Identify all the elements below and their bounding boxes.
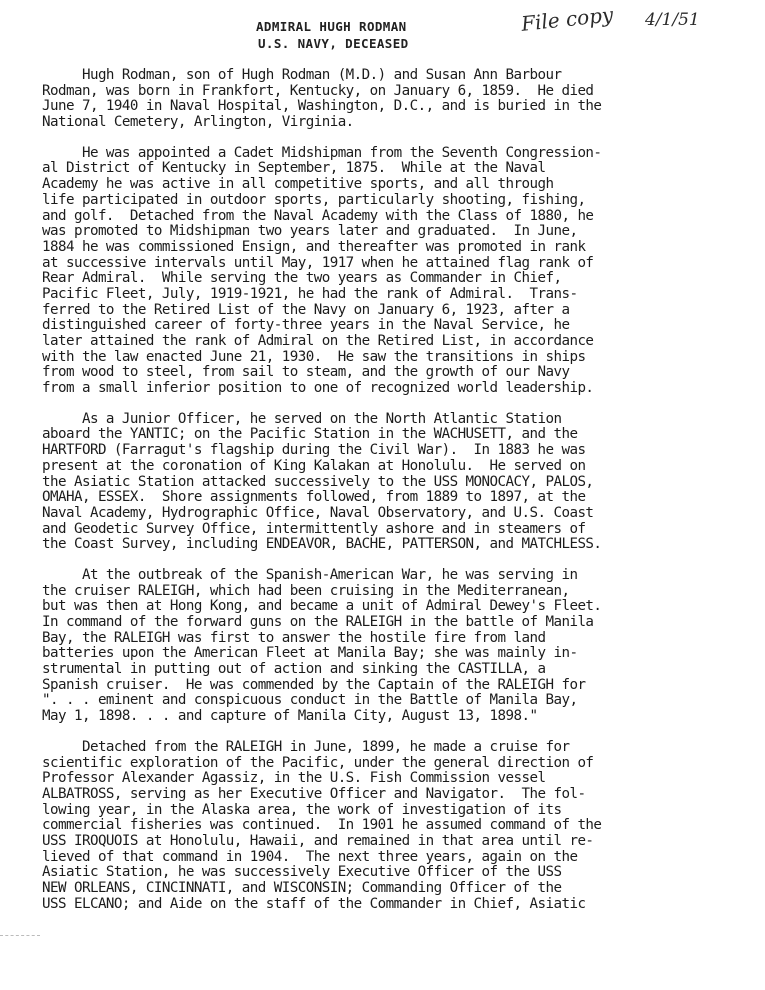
text-line: USS IROQUOIS at Honolulu, Hawaii, and remained in that area until re-: [42, 832, 594, 849]
text-line: batteries upon the American Fleet at Manila Bay; she was mainly in-: [42, 645, 578, 662]
text-line: At the outbreak of the Spanish-American War, he was serving in: [42, 566, 578, 583]
text-line: lieved of that command in 1904. The next three years, again on the: [42, 848, 578, 865]
text-line: strumental in putting out of action and sinking the CASTILLA, a: [42, 661, 546, 678]
text-line: As a Junior Officer, he served on the North Atlantic Station: [42, 410, 562, 427]
text-line: He was appointed a Cadet Midshipman from the Seventh Congression-: [42, 144, 602, 161]
text-line: aboard the YANTIC; on the Pacific Station in the WACHUSETT, and the: [42, 426, 578, 443]
handwritten-annotation: File copy: [520, 2, 615, 36]
text-line: and golf. Detached from the Naval Academy with the Class of 1880, he: [42, 207, 594, 224]
text-line: Professor Alexander Agassiz, in the U.S. Fish Commission vessel: [42, 770, 546, 787]
text-line: scientific exploration of the Pacific, under the general direction of: [42, 754, 594, 771]
text-line: HARTFORD (Farragut's flagship during the Civil War). In 1883 he was: [42, 442, 586, 459]
paragraph: [42, 740, 682, 913]
handwritten-date: 4/1/51: [645, 10, 700, 30]
text-line: May 1, 1898. . . and capture of Manila City, August 13, 1898.": [42, 708, 538, 725]
text-line: Pacific Fleet, July, 1919-1921, he had the rank of Admiral. Trans-: [42, 285, 578, 302]
text-line: the Asiatic Station attacked successively to the USS MONOCACY, PALOS,: [42, 473, 594, 490]
text-line: Hugh Rodman, son of Hugh Rodman (M.D.) and Susan Ann Barbour: [42, 67, 562, 83]
text-line: 1884 he was commissioned Ensign, and thereafter was promoted in rank: [42, 238, 586, 255]
text-line: from a small inferior position to one of recognized world leadership.: [42, 380, 594, 397]
text-line: June 7, 1940 in Naval Hospital, Washington, D.C., and is buried in the: [42, 98, 602, 115]
paragraph: [42, 568, 682, 725]
text-line: present at the coronation of King Kalakan at Honolulu. He served on: [42, 457, 586, 474]
text-line: Detached from the RALEIGH in June, 1899, he made a cruise for: [42, 738, 570, 755]
text-line: Rodman, was born in Frankfort, Kentucky, on January 6, 1859. He died: [42, 82, 594, 99]
text-line: later attained the rank of Admiral on the Retired List, in accordance: [42, 333, 594, 349]
text-line: National Cemetery, Arlington, Virginia.: [42, 114, 354, 131]
text-line: In command of the forward guns on the RALEIGH in the battle of Manila: [42, 614, 594, 630]
paragraph: [42, 146, 682, 397]
text-line: ALBATROSS, serving as her Executive Officer and Navigator. The fol-: [42, 785, 586, 802]
text-line: with the law enacted June 21, 1930. He saw the transitions in ships: [42, 348, 586, 365]
text-line: Asiatic Station, he was successively Executive Officer of the USS: [42, 864, 562, 881]
text-line: lowing year, in the Alaska area, the work of investigation of its: [42, 801, 562, 818]
text-line: distinguished career of forty-three years in the Naval Service, he: [42, 317, 570, 334]
paragraph: [42, 68, 682, 131]
text-line: Naval Academy, Hydrographic Office, Naval Observatory, and U.S. Coast: [42, 504, 594, 521]
text-line: Rear Admiral. While serving the two years as Commander in Chief,: [42, 270, 562, 287]
text-line: ". . . eminent and conspicuous conduct in the Battle of Manila Bay,: [42, 692, 578, 709]
text-line: ferred to the Retired List of the Navy on January 6, 1923, after a: [42, 301, 570, 318]
scan-edge-mark: [0, 935, 40, 937]
text-line: Academy he was active in all competitive sports, and all through: [42, 176, 554, 193]
paragraph: [42, 412, 682, 553]
text-line: commercial fisheries was continued. In 1901 he assumed command of the: [42, 817, 602, 834]
text-line: Bay, the RALEIGH was first to answer the hostile fire from land: [42, 629, 546, 646]
text-line: from wood to steel, from sail to steam, and the growth of our Navy: [42, 364, 570, 381]
text-line: and Geodetic Survey Office, intermittently ashore and in steamers of: [42, 520, 586, 537]
text-line: al District of Kentucky in September, 1875. While at the Naval: [42, 160, 546, 177]
text-line: but was then at Hong Kong, and became a unit of Admiral Dewey's Fleet.: [42, 598, 602, 615]
text-line: was promoted to Midshipman two years later and graduated. In June,: [42, 223, 578, 240]
document-title: [256, 18, 456, 52]
text-line: the Coast Survey, including ENDEAVOR, BACHE, PATTERSON, and MATCHLESS.: [42, 536, 602, 553]
text-line: Spanish cruiser. He was commended by the Captain of the RALEIGH for: [42, 676, 586, 693]
title-name: ADMIRAL HUGH RODMAN: [256, 19, 407, 34]
text-line: the cruiser RALEIGH, which had been cruising in the Mediterranean,: [42, 582, 570, 599]
text-line: OMAHA, ESSEX. Shore assignments followed, from 1889 to 1897, at the: [42, 489, 586, 506]
text-line: at successive intervals until May, 1917 when he attained flag rank of: [42, 254, 594, 271]
text-line: USS ELCANO; and Aide on the staff of the Commander in Chief, Asiatic: [42, 895, 586, 912]
document-body: [42, 68, 682, 927]
text-line: NEW ORLEANS, CINCINNATI, and WISCONSIN; Commanding Officer of the: [42, 880, 562, 896]
text-line: life participated in outdoor sports, particularly shooting, fishing,: [42, 191, 586, 208]
title-rank: U.S. NAVY, DECEASED: [258, 36, 409, 51]
